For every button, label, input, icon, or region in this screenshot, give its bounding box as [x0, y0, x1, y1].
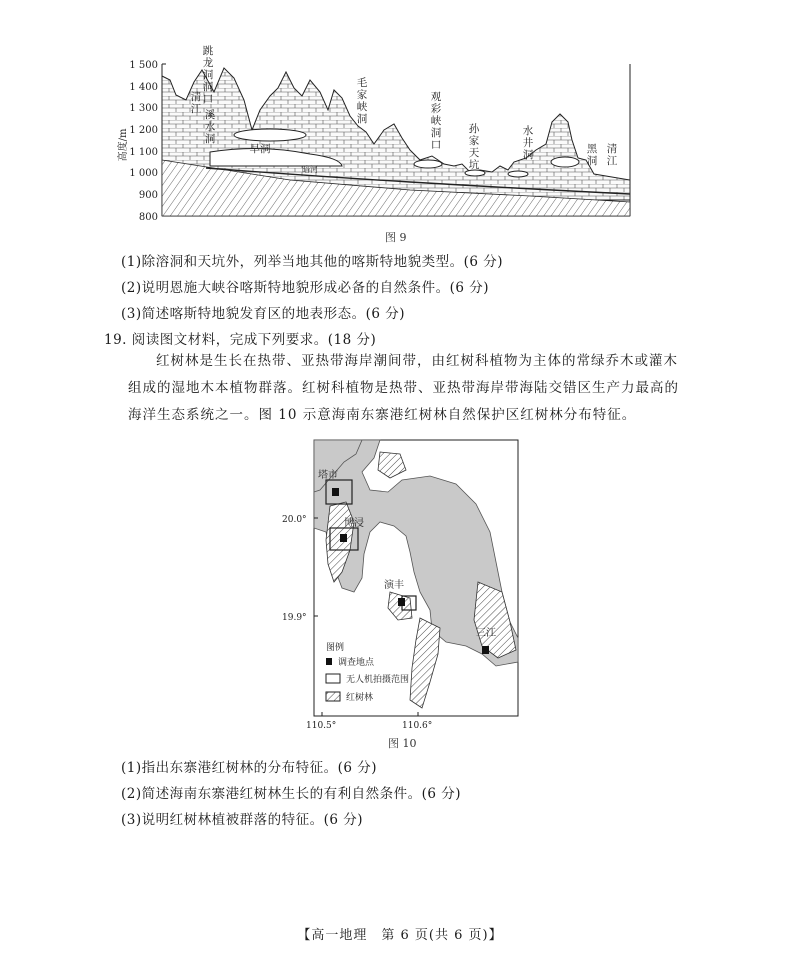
legend-mangrove-symbol [326, 692, 340, 701]
y-tick: 1 200 [129, 125, 158, 136]
svg-text:毛: 毛 [356, 77, 368, 89]
lat-tick: 19.9° [282, 613, 307, 623]
q19-2: (2)简述海南东寨港红树林生长的有利自然条件。(6 分) [121, 786, 462, 802]
label-qingjiang-left [191, 90, 202, 115]
label-zaodong: 早洞 [249, 143, 271, 155]
svg-text:洞: 洞 [586, 155, 598, 167]
y-tick: 900 [138, 190, 158, 201]
label-tiaolong-cave-entrance [203, 44, 214, 105]
y-tick: 1 500 [129, 60, 158, 71]
label-sunjia-tiankeng [469, 122, 480, 171]
legend-drone-range-symbol [326, 674, 340, 683]
lon-tick: 110.5° [306, 721, 337, 731]
place-yanfeng: 演丰 [384, 580, 404, 591]
svg-text:峡: 峡 [356, 101, 368, 113]
label-shuijing-cave [523, 124, 534, 161]
survey-site-marker [398, 598, 405, 606]
q19-3: (3)说明红树林植被群落的特征。(6 分) [121, 812, 364, 828]
survey-site-marker [332, 488, 339, 496]
page-footer: 【高一地理 第 6 页(共 6 页)】 [297, 928, 503, 943]
label-maojia-gorge-cave [357, 77, 368, 125]
svg-text:彩: 彩 [430, 103, 442, 115]
svg-text:口: 口 [430, 139, 442, 151]
cave-chamber [234, 129, 306, 141]
y-tick: 1 000 [129, 168, 158, 179]
svg-text:江: 江 [606, 155, 618, 167]
svg-text:江: 江 [190, 103, 202, 115]
figure-9-caption: 图 9 [385, 231, 407, 244]
survey-site-marker [482, 646, 489, 654]
svg-text:家: 家 [468, 135, 480, 147]
svg-text:井: 井 [522, 137, 534, 149]
svg-text:洞: 洞 [204, 133, 216, 145]
svg-text:天: 天 [468, 147, 480, 159]
y-tick: 1 100 [129, 147, 158, 158]
label-heidong [587, 143, 598, 167]
legend-survey-site: 调查地点 [338, 658, 375, 668]
cave-chamber [508, 171, 528, 177]
q19-1: (1)指出东寨港红树林的分布特征。(6 分) [121, 760, 378, 776]
svg-text:口: 口 [202, 93, 214, 105]
svg-text:孙: 孙 [468, 123, 480, 135]
legend-title: 图例 [326, 643, 345, 653]
svg-text:家: 家 [356, 89, 368, 101]
svg-text:洞: 洞 [202, 81, 214, 93]
svg-text:龙: 龙 [202, 57, 214, 69]
figure-10-mangrove-map [270, 432, 530, 732]
y-tick: 1 400 [129, 82, 158, 93]
svg-text:观: 观 [430, 91, 442, 103]
svg-text:洞: 洞 [430, 127, 442, 139]
q18-3: (3)简述喀斯特地貌发育区的地表形态。(6 分) [121, 306, 406, 322]
survey-site-marker [340, 534, 347, 542]
lat-tick: 20.0° [282, 515, 307, 525]
cave-chamber [414, 160, 442, 168]
svg-text:坑: 坑 [468, 159, 480, 171]
svg-text:水: 水 [522, 125, 534, 137]
place-tashi: 塔市 [318, 470, 338, 481]
svg-text:峡: 峡 [430, 115, 442, 127]
svg-text:黑: 黑 [586, 143, 598, 155]
svg-text:清: 清 [190, 91, 202, 103]
q18-1: (1)除溶洞和天坑外，列举当地其他的喀斯特地貌类型。(6 分) [121, 254, 504, 270]
label-guancai-gorge-entrance [431, 91, 442, 151]
figure-10-caption: 图 10 [388, 737, 417, 750]
svg-text:清: 清 [606, 143, 618, 155]
legend-drone-range: 无人机拍摄范围 [346, 675, 410, 685]
cave-chamber [551, 157, 579, 167]
lon-tick: 110.6° [402, 721, 433, 731]
label-underground-river: 暗河 [302, 165, 318, 174]
y-tick: 800 [138, 212, 158, 223]
svg-text:跳: 跳 [202, 45, 214, 57]
label-xishui-cave [205, 108, 216, 145]
label-qingjiang-right [607, 142, 618, 167]
legend-survey-site-symbol [326, 658, 332, 665]
svg-text:溪: 溪 [204, 109, 216, 121]
q18-2: (2)说明恩施大峡谷喀斯特地貌形成必备的自然条件。(6 分) [121, 280, 490, 296]
y-axis-label: 高度/m [118, 128, 129, 162]
svg-text:洞: 洞 [202, 69, 214, 81]
figure-9-karst-profile [110, 40, 650, 240]
svg-text:水: 水 [204, 121, 216, 133]
svg-text:洞: 洞 [356, 113, 368, 125]
q19-material-paragraph: 红树林是生长在热带、亚热带海岸潮间带，由红树科植物为主体的常绿乔木或灌木组成的湿地木本植物群落。红树科植物是热带、亚热带海岸带海陆交错区生产力最高的海洋生态系统之一。图 10 示意海南东寨港红树林自然保护区红树林分布特征。 [128, 353, 679, 423]
legend-mangrove: 红树林 [346, 693, 374, 703]
q19-heading: 19. 阅读图文材料，完成下列要求。(18 分) [104, 332, 377, 348]
svg-text:洞: 洞 [522, 149, 534, 161]
place-boqian: 博浸 [344, 518, 364, 529]
place-sanjiang: 三江 [476, 628, 496, 639]
y-tick: 1 300 [129, 103, 158, 114]
